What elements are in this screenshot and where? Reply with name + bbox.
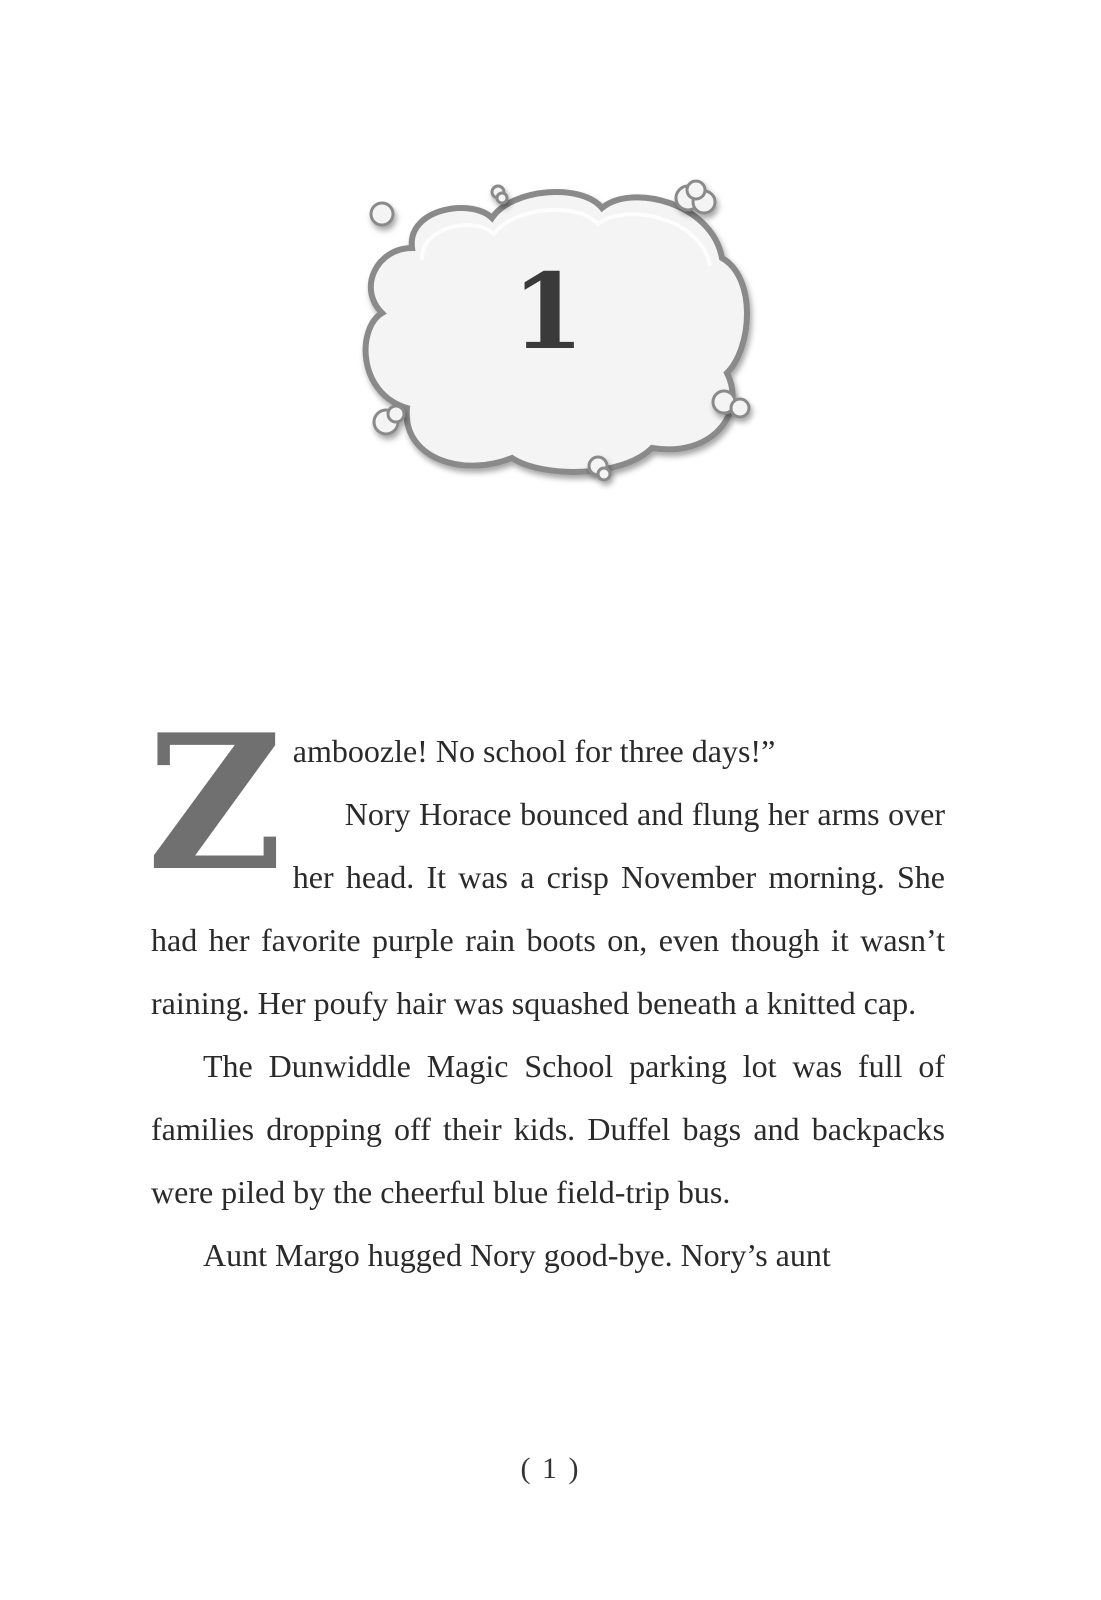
page-number: ( 1 ): [520, 1452, 581, 1485]
paragraph: Aunt Margo hugged Nory good-bye. Nory’s aunt: [203, 1237, 831, 1273]
paragraph: Nory Horace bounced and flung her arms over her head. It was a crisp November morning. She had her favorite purple rain boots on, even though it wasn’t raining. Her poufy hair was squashed beneath a knitted cap.: [151, 796, 945, 1021]
chapter-heading-cloud: [352, 178, 762, 498]
paragraph-opening: amboozle! No school for three days!”: [292, 733, 776, 769]
paragraph: The Dunwiddle Magic School parking lot was full of families dropping off their kids. Duffel bags and backpacks were piled by the cheerful blue field-trip bus.: [151, 1048, 945, 1210]
drop-cap: Z: [147, 693, 283, 912]
chapter-body: [147, 693, 945, 1287]
chapter-number: 1: [511, 250, 585, 373]
